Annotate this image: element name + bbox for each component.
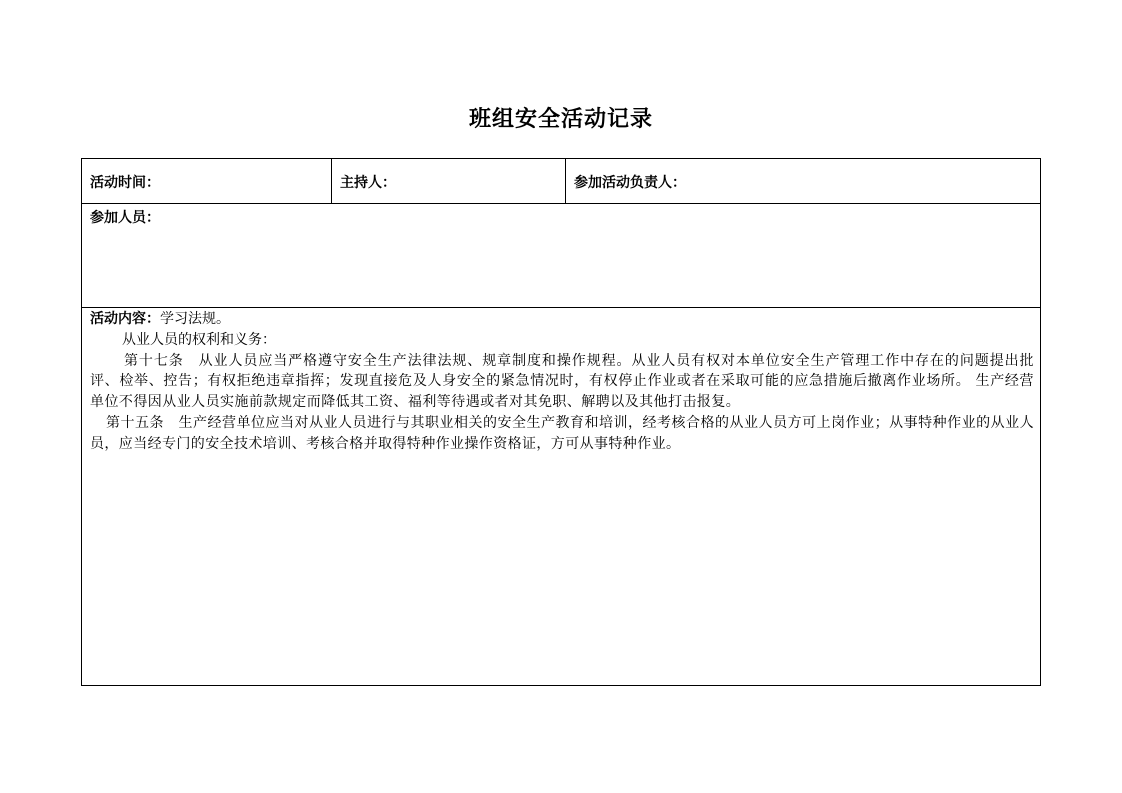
- article-17-paragraph: 第十七条 从业人员应当严格遵守安全生产法律法规、规章制度和操作规程。从业人员有权对本单位安全生产管理工作中存在的问题提出批评、检举、控告；有权拒绝违章指挥；发现直接危及人身安全的紧急情况时，有权停止作业或者在采取可能的应急措施后撤离作业场所。 生产经营单位不得因从业人员实施前款规定而降低其工资、福利等待遇或者对其免职、解聘以及其他打击报复。: [90, 352, 1034, 411]
- leader-cell[interactable]: [566, 159, 1040, 203]
- activity-content: [90, 309, 1034, 455]
- host-label: 主持人：: [340, 175, 396, 191]
- leader-label: 参加活动负责人：: [574, 175, 686, 191]
- participants-label: 参加人员：: [90, 210, 160, 226]
- header-row: [82, 159, 1040, 204]
- content-label: 活动内容：: [90, 311, 160, 327]
- activity-record-table: [81, 158, 1041, 686]
- page-title: 班组安全活动记录: [468, 107, 653, 132]
- activity-time-cell[interactable]: [82, 159, 332, 203]
- activity-time-label: 活动时间：: [90, 175, 160, 191]
- content-subheading: 从业人员的权利和义务：: [122, 331, 276, 348]
- article-15-paragraph: 第十五条 生产经营单位应当对从业人员进行与其职业相关的安全生产教育和培训，经考核合格的从业人员方可上岗作业；从事特种作业的从业人员，应当经专门的安全技术培训、考核合格并取得特种作业操作资格证，方可从事特种作业。: [90, 414, 1034, 452]
- content-topic: 学习法规。: [160, 311, 230, 327]
- host-cell[interactable]: [332, 159, 566, 203]
- participants-cell[interactable]: [82, 204, 1040, 308]
- content-topic-line: [90, 309, 1034, 330]
- activity-content-cell[interactable]: [82, 308, 1040, 685]
